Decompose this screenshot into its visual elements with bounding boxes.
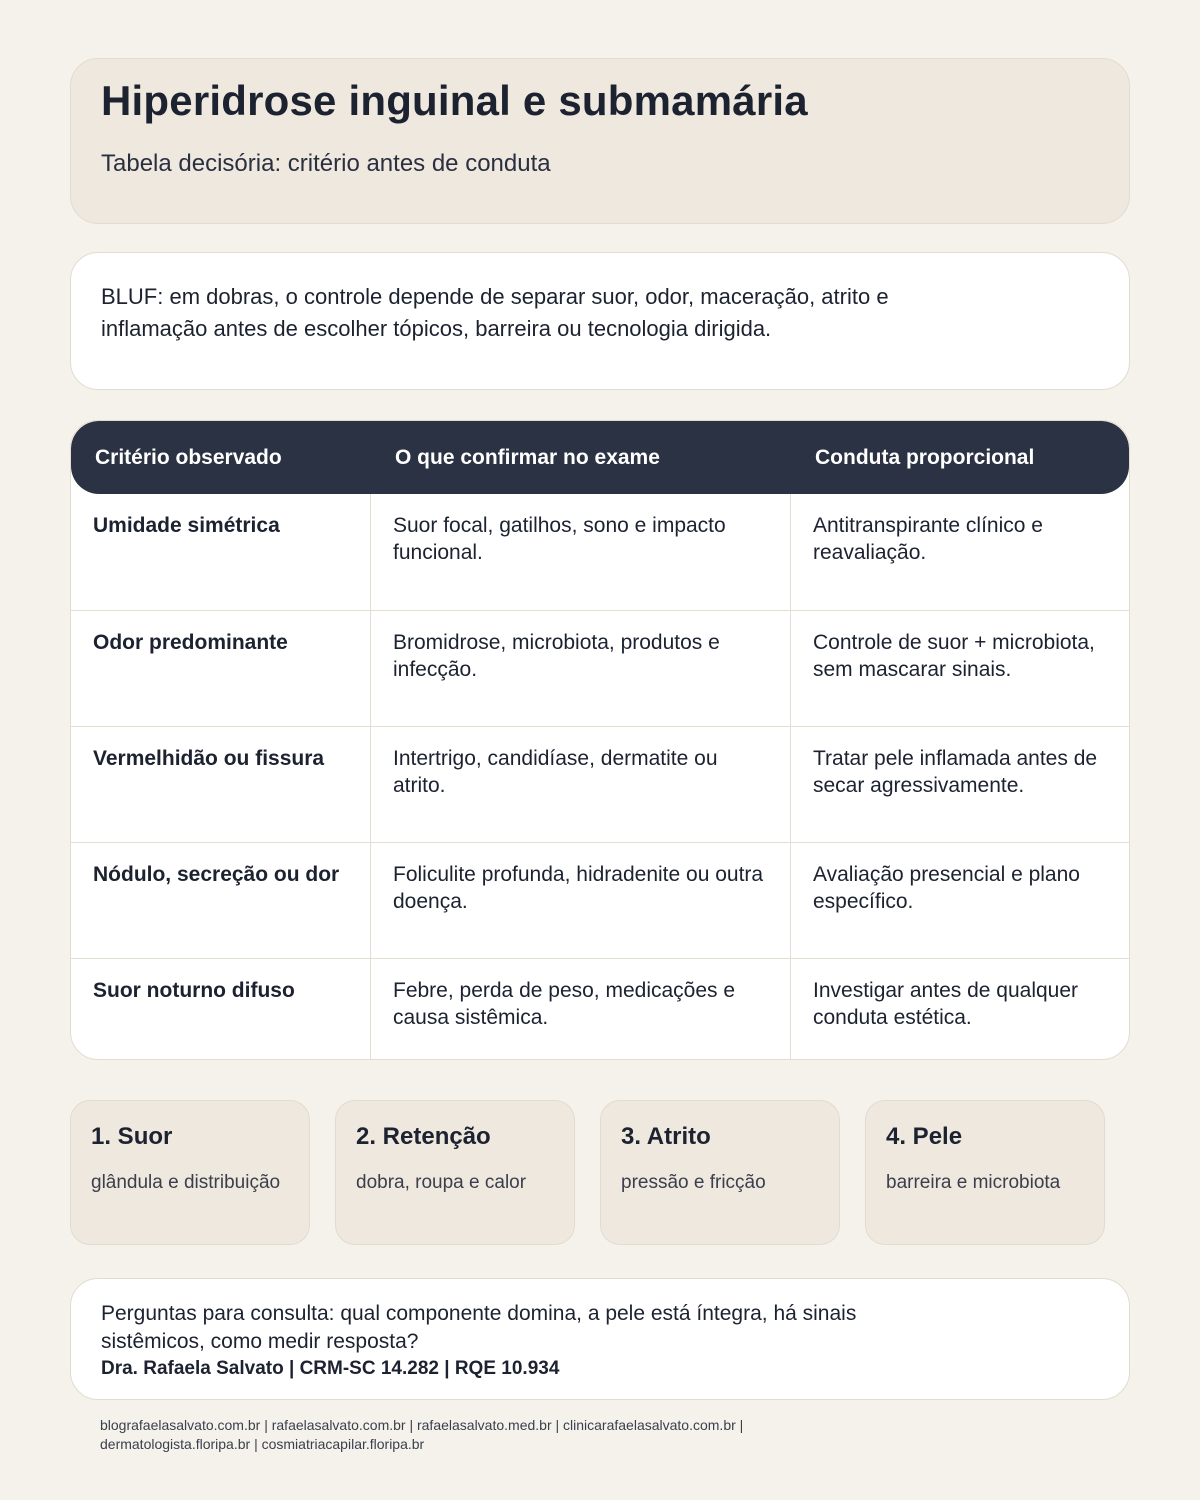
cell-criterio: Vermelhidão ou fissura (93, 747, 325, 770)
page-title: Hiperidrose inguinal e submamária (101, 77, 808, 124)
step-description: glândula e distribuição (91, 1172, 281, 1193)
step-card-pele (865, 1100, 1105, 1245)
cell-exame: Intertrigo, candidíase, dermatite ou atrito. (393, 747, 718, 797)
decision-table (70, 420, 1130, 1060)
step-description: dobra, roupa e calor (356, 1172, 527, 1193)
cell-criterio: Nódulo, secreção ou dor (93, 863, 340, 886)
questions-card (70, 1278, 1130, 1400)
doctor-signature: Dra. Rafaela Salvato | CRM-SC 14.282 | RQE 10.934 (101, 1358, 560, 1379)
page-subtitle: Tabela decisória: critério antes de conduta (101, 150, 551, 177)
step-title: 3. Atrito (621, 1123, 711, 1150)
table-row (71, 494, 1129, 610)
step-title: 1. Suor (91, 1123, 173, 1150)
footer-links: blografaelasalvato.com.br | rafaelasalvato.com.br | rafaelasalvato.med.br | clinicarafaelasalvato.com.br | dermatologista.floripa.br | cosmiatriacapilar.floripa.br (100, 1417, 744, 1452)
cell-conduta: Tratar pele inflamada antes de secar agressivamente. (813, 747, 1098, 797)
cell-exame: Bromidrose, microbiota, produtos e infecção. (393, 631, 720, 681)
cell-exame: Foliculite profunda, hidradenite ou outra doença. (393, 863, 764, 913)
cell-criterio: Suor noturno difuso (93, 979, 295, 1002)
step-card-atrito (600, 1100, 840, 1245)
bluf-text: BLUF: em dobras, o controle depende de separar suor, odor, maceração, atrito e inflamação antes de escolher tópicos, barreira ou tecnologia dirigida. (101, 284, 889, 341)
cell-criterio: Umidade simétrica (93, 514, 280, 537)
table-row (71, 726, 1129, 843)
questions-text: Perguntas para consulta: qual componente domina, a pele está íntegra, há sinais sistêmicos, como medir resposta? (101, 1302, 857, 1353)
bluf-card (70, 252, 1130, 390)
table-row (71, 842, 1129, 959)
cell-conduta: Avaliação presencial e plano específico. (813, 863, 1080, 913)
step-card-suor (70, 1100, 310, 1245)
cell-exame: Suor focal, gatilhos, sono e impacto funcional. (393, 514, 726, 564)
step-title: 4. Pele (886, 1123, 963, 1150)
cell-conduta: Antitranspirante clínico e reavaliação. (813, 514, 1043, 564)
column-header-exame: O que confirmar no exame (395, 446, 660, 469)
table-row (71, 958, 1129, 1060)
cell-exame: Febre, perda de peso, medicações e causa sistêmica. (393, 979, 736, 1029)
cell-conduta: Investigar antes de qualquer conduta estética. (813, 979, 1079, 1029)
column-header-criterio: Critério observado (95, 446, 282, 469)
cell-conduta: Controle de suor + microbiota, sem mascarar sinais. (813, 631, 1095, 681)
column-header-conduta: Conduta proporcional (815, 446, 1035, 469)
step-description: pressão e fricção (621, 1172, 766, 1193)
header-card (70, 58, 1130, 224)
cell-criterio: Odor predominante (93, 631, 288, 654)
table-row (71, 610, 1129, 727)
step-description: barreira e microbiota (886, 1172, 1061, 1193)
step-card-retencao (335, 1100, 575, 1245)
table-header (71, 421, 1129, 494)
step-title: 2. Retenção (356, 1123, 491, 1150)
